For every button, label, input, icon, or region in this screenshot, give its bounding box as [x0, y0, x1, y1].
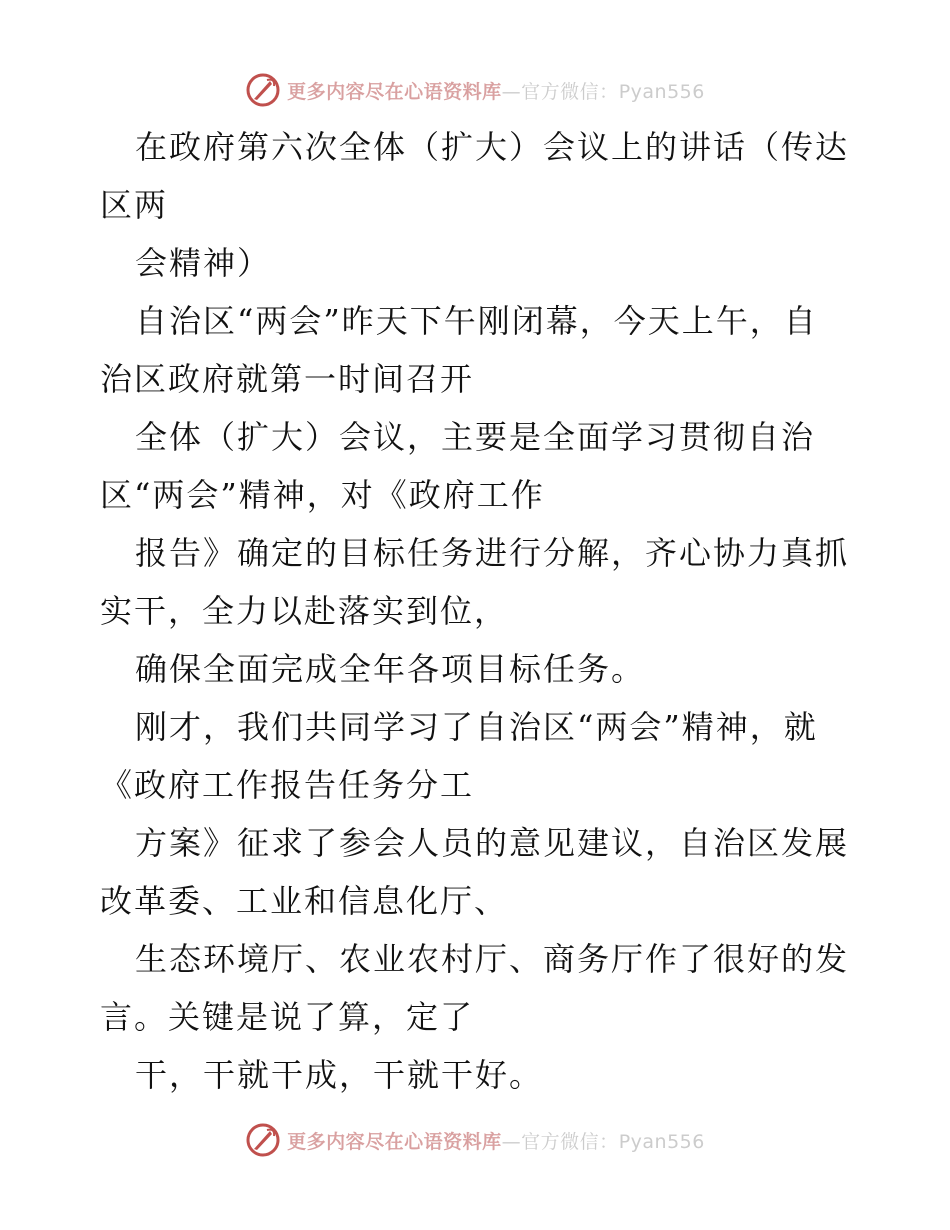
text-line: 方案》征求了参会人员的意见建议，自治区发展: [135, 824, 850, 862]
quill-logo-icon: [245, 72, 281, 108]
text-line: 生态环境厅、农业农村厅、商务厅作了很好的发: [135, 940, 850, 978]
document-body: [100, 118, 855, 1104]
footer-watermark: [0, 1120, 950, 1160]
text-line: 《政府工作报告任务分工: [100, 766, 475, 804]
quill-logo-icon: [245, 1122, 281, 1158]
text-line: 干，干就干成，干就干好。: [135, 1056, 544, 1094]
text-line: 区两: [100, 186, 169, 224]
watermark-text: 更多内容尽在心语资料库—官方微信：Pyan556: [287, 80, 705, 103]
text-line: 刚才，我们共同学习了自治区“两会”精神，就: [135, 708, 818, 746]
text-line: 报告》确定的目标任务进行分解，齐心协力真抓: [135, 534, 850, 572]
text-line: 自治区“两会”昨天下午刚闭幕，今天上午，自: [135, 302, 818, 340]
text-line: 改革委、工业和信息化厅、: [100, 882, 509, 920]
watermark-text: 更多内容尽在心语资料库—官方微信：Pyan556: [287, 1130, 705, 1153]
text-line: 言。关键是说了算，定了: [100, 998, 475, 1036]
text-line: 确保全面完成全年各项目标任务。: [135, 650, 646, 688]
text-line: 会精神）: [135, 244, 272, 282]
header-watermark: [0, 70, 950, 110]
text-line: 区“两会”精神，对《政府工作: [100, 476, 545, 514]
text-line: 在政府第六次全体（扩大）会议上的讲话（传达: [135, 128, 850, 166]
text-line: 治区政府就第一时间召开: [100, 360, 475, 398]
text-line: 全体（扩大）会议，主要是全面学习贯彻自治: [135, 418, 816, 456]
text-line: 实干，全力以赴落实到位，: [100, 592, 509, 630]
